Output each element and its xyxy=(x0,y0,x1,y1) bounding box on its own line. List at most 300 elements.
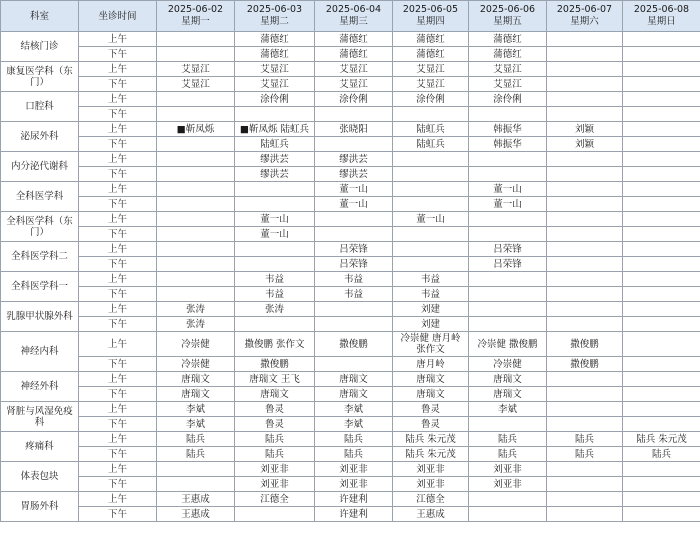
doctor-cell: 撒俊鹏 xyxy=(547,357,623,372)
schedule-row xyxy=(1,32,700,47)
schedule-row xyxy=(1,167,700,182)
doctor-cell: 艾显江 xyxy=(315,77,393,92)
doctor-cell: 鲁灵 xyxy=(235,417,315,432)
schedule-row xyxy=(1,462,700,477)
day-date: 2025-06-06 xyxy=(479,4,536,15)
doctor-cell: 陆兵 xyxy=(623,447,700,462)
doctor-cell: 鲁灵 xyxy=(393,417,469,432)
day-header-tue xyxy=(235,1,315,32)
doctor-cell xyxy=(315,137,393,152)
doctor-cell: 缪洪芸 xyxy=(315,167,393,182)
doctor-cell: 刘亚非 xyxy=(393,462,469,477)
doctor-cell xyxy=(547,387,623,402)
session-label: 下午 xyxy=(79,507,157,522)
doctor-cell xyxy=(623,77,700,92)
doctor-cell: 涂伶俐 xyxy=(469,92,547,107)
doctor-cell: 吕荣锋 xyxy=(315,257,393,272)
session-label: 下午 xyxy=(79,47,157,62)
doctor-cell xyxy=(235,257,315,272)
doctor-cell: 鲁灵 xyxy=(235,402,315,417)
doctor-cell xyxy=(623,32,700,47)
dept-column-header: 科室 xyxy=(1,1,79,32)
session-label: 下午 xyxy=(79,197,157,212)
doctor-cell xyxy=(393,107,469,122)
doctor-cell xyxy=(469,417,547,432)
day-date: 2025-06-02 xyxy=(167,4,224,15)
session-label: 下午 xyxy=(79,287,157,302)
session-label: 下午 xyxy=(79,357,157,372)
doctor-cell xyxy=(469,317,547,332)
department-name: 结核门诊 xyxy=(1,32,79,62)
doctor-cell xyxy=(469,302,547,317)
doctor-cell: 艾显江 xyxy=(393,62,469,77)
doctor-cell: 董一山 xyxy=(235,227,315,242)
doctor-cell xyxy=(547,272,623,287)
doctor-cell: 刘亚非 xyxy=(469,462,547,477)
doctor-cell: 陆兵 xyxy=(547,432,623,447)
schedule-row xyxy=(1,242,700,257)
session-label: 下午 xyxy=(79,227,157,242)
session-label: 上午 xyxy=(79,182,157,197)
doctor-cell: 韦益 xyxy=(235,272,315,287)
department-name: 神经外科 xyxy=(1,372,79,402)
doctor-cell: 陆兵 xyxy=(157,447,235,462)
doctor-cell: 陆兵 xyxy=(315,432,393,447)
doctor-cell: 唐瑞文 xyxy=(393,387,469,402)
schedule-body xyxy=(1,32,700,522)
department-name: 口腔科 xyxy=(1,92,79,122)
day-header-wed xyxy=(315,1,393,32)
doctor-cell: 刘亚非 xyxy=(235,477,315,492)
department-name: 乳腺甲状腺外科 xyxy=(1,302,79,332)
schedule-row xyxy=(1,77,700,92)
doctor-cell xyxy=(393,257,469,272)
doctor-cell xyxy=(547,152,623,167)
day-weekday: 星期五 xyxy=(493,16,522,27)
doctor-cell: 刘建 xyxy=(393,317,469,332)
doctor-cell xyxy=(157,477,235,492)
department-name: 疼痛科 xyxy=(1,432,79,462)
doctor-cell: 董一山 xyxy=(315,182,393,197)
doctor-cell: 艾显江 xyxy=(235,62,315,77)
doctor-cell: 陆兵 xyxy=(469,447,547,462)
doctor-cell xyxy=(623,332,700,357)
doctor-cell: 刘建 xyxy=(393,302,469,317)
doctor-cell xyxy=(547,227,623,242)
doctor-cell: 唐瑞文 xyxy=(469,372,547,387)
doctor-cell xyxy=(235,507,315,522)
doctor-cell: 董一山 xyxy=(469,182,547,197)
doctor-cell: 董一山 xyxy=(315,197,393,212)
doctor-cell xyxy=(547,242,623,257)
doctor-cell xyxy=(157,152,235,167)
doctor-cell xyxy=(623,372,700,387)
schedule-row xyxy=(1,92,700,107)
session-label: 下午 xyxy=(79,257,157,272)
doctor-cell xyxy=(157,272,235,287)
doctor-cell xyxy=(235,197,315,212)
doctor-cell: 陆兵 xyxy=(235,432,315,447)
session-column-header: 坐诊时间 xyxy=(79,1,157,32)
day-header-sun xyxy=(623,1,700,32)
doctor-cell: 许建利 xyxy=(315,492,393,507)
doctor-cell xyxy=(623,212,700,227)
day-date: 2025-06-07 xyxy=(556,4,613,15)
doctor-cell: 陆兵 xyxy=(315,447,393,462)
session-label: 上午 xyxy=(79,372,157,387)
session-label: 下午 xyxy=(79,167,157,182)
schedule-row xyxy=(1,357,700,372)
doctor-cell xyxy=(315,227,393,242)
doctor-cell: 艾显江 xyxy=(315,62,393,77)
doctor-cell xyxy=(393,182,469,197)
session-label: 下午 xyxy=(79,77,157,92)
doctor-cell xyxy=(623,122,700,137)
schedule-row xyxy=(1,447,700,462)
department-name: 神经内科 xyxy=(1,332,79,372)
doctor-cell: 江德全 xyxy=(393,492,469,507)
doctor-cell xyxy=(623,197,700,212)
doctor-cell: 张涛 xyxy=(235,302,315,317)
doctor-cell: ■靳凤烁 xyxy=(157,122,235,137)
doctor-cell xyxy=(393,197,469,212)
doctor-cell: 李斌 xyxy=(157,417,235,432)
doctor-cell: 蒲德红 xyxy=(315,32,393,47)
doctor-cell: 吕荣锋 xyxy=(469,242,547,257)
schedule-row xyxy=(1,257,700,272)
doctor-cell: 艾显江 xyxy=(235,77,315,92)
schedule-row xyxy=(1,372,700,387)
schedule-row xyxy=(1,302,700,317)
department-name: 全科医学科（东门） xyxy=(1,212,79,242)
doctor-cell: 冷崇健 唐月岭 张作文 xyxy=(393,332,469,357)
doctor-cell: 韦益 xyxy=(393,272,469,287)
doctor-cell xyxy=(469,272,547,287)
doctor-cell: 刘亚非 xyxy=(315,477,393,492)
department-name: 泌尿外科 xyxy=(1,122,79,152)
schedule-row xyxy=(1,272,700,287)
doctor-cell xyxy=(315,212,393,227)
schedule-row xyxy=(1,107,700,122)
day-date: 2025-06-03 xyxy=(246,4,303,15)
schedule-row xyxy=(1,47,700,62)
doctor-cell: 陆兵 xyxy=(157,432,235,447)
department-name: 全科医学科二 xyxy=(1,242,79,272)
session-label: 上午 xyxy=(79,302,157,317)
doctor-cell: 李斌 xyxy=(469,402,547,417)
doctor-cell xyxy=(547,47,623,62)
doctor-cell: 唐月岭 xyxy=(393,357,469,372)
day-header-mon xyxy=(157,1,235,32)
doctor-cell: 涂伶俐 xyxy=(315,92,393,107)
session-label: 下午 xyxy=(79,477,157,492)
schedule-row xyxy=(1,492,700,507)
session-label: 下午 xyxy=(79,137,157,152)
doctor-cell: 刘颖 xyxy=(547,122,623,137)
doctor-cell xyxy=(623,182,700,197)
session-label: 上午 xyxy=(79,332,157,357)
doctor-cell xyxy=(623,417,700,432)
doctor-cell: 刘亚非 xyxy=(235,462,315,477)
doctor-cell: 王惠成 xyxy=(157,507,235,522)
department-name: 全科医学科 xyxy=(1,182,79,212)
doctor-cell xyxy=(393,227,469,242)
session-label: 上午 xyxy=(79,122,157,137)
doctor-cell xyxy=(547,462,623,477)
doctor-cell xyxy=(547,197,623,212)
doctor-cell xyxy=(623,107,700,122)
doctor-cell: 艾显江 xyxy=(157,77,235,92)
doctor-cell xyxy=(623,462,700,477)
day-header-sat xyxy=(547,1,623,32)
doctor-cell xyxy=(547,257,623,272)
doctor-cell xyxy=(157,197,235,212)
header-row xyxy=(1,1,700,32)
schedule-row xyxy=(1,287,700,302)
doctor-cell: 撒俊鹏 xyxy=(547,332,623,357)
doctor-cell xyxy=(157,32,235,47)
doctor-cell xyxy=(623,357,700,372)
schedule-row xyxy=(1,387,700,402)
doctor-cell xyxy=(547,212,623,227)
session-label: 上午 xyxy=(79,272,157,287)
doctor-cell: 刘亚非 xyxy=(315,462,393,477)
doctor-cell: 陆兵 朱元茂 xyxy=(393,432,469,447)
doctor-cell xyxy=(623,387,700,402)
doctor-cell: 蒲德红 xyxy=(469,47,547,62)
day-date: 2025-06-08 xyxy=(633,4,690,15)
doctor-cell xyxy=(547,77,623,92)
doctor-cell xyxy=(315,357,393,372)
doctor-cell xyxy=(623,257,700,272)
doctor-cell xyxy=(469,507,547,522)
doctor-cell: 艾显江 xyxy=(393,77,469,92)
schedule-row xyxy=(1,432,700,447)
doctor-cell: 撒俊鹏 xyxy=(315,332,393,357)
doctor-cell: 唐瑞文 xyxy=(235,387,315,402)
doctor-cell xyxy=(547,507,623,522)
doctor-cell xyxy=(623,227,700,242)
doctor-cell: 陆兵 xyxy=(469,432,547,447)
doctor-cell: 李斌 xyxy=(315,417,393,432)
doctor-cell: 陆兵 xyxy=(235,447,315,462)
department-name: 体表包块 xyxy=(1,462,79,492)
doctor-cell: 张涛 xyxy=(157,302,235,317)
doctor-cell: 张晓阳 xyxy=(315,122,393,137)
department-name: 内分泌代谢科 xyxy=(1,152,79,182)
doctor-cell: 刘亚非 xyxy=(393,477,469,492)
doctor-cell: ■靳凤烁 陆虹兵 xyxy=(235,122,315,137)
doctor-cell xyxy=(623,242,700,257)
doctor-cell xyxy=(547,417,623,432)
doctor-cell xyxy=(157,47,235,62)
doctor-cell: 王惠成 xyxy=(157,492,235,507)
doctor-cell: 蒲德红 xyxy=(393,32,469,47)
department-name: 胃肠外科 xyxy=(1,492,79,522)
schedule-row xyxy=(1,62,700,77)
schedule-row xyxy=(1,197,700,212)
doctor-cell xyxy=(157,182,235,197)
doctor-cell xyxy=(315,107,393,122)
doctor-cell: 艾显江 xyxy=(469,62,547,77)
day-weekday: 星期三 xyxy=(339,16,368,27)
doctor-cell xyxy=(623,477,700,492)
doctor-cell: 蒲德红 xyxy=(315,47,393,62)
doctor-cell: 冷崇健 撒俊鹏 xyxy=(469,332,547,357)
doctor-cell: 蒲德红 xyxy=(393,47,469,62)
doctor-cell xyxy=(157,212,235,227)
doctor-cell xyxy=(235,317,315,332)
day-header-thu xyxy=(393,1,469,32)
doctor-cell: 艾显江 xyxy=(469,77,547,92)
department-name: 全科医学科一 xyxy=(1,272,79,302)
schedule-row xyxy=(1,507,700,522)
doctor-cell xyxy=(623,287,700,302)
doctor-cell: 董一山 xyxy=(469,197,547,212)
doctor-cell: 陆兵 朱元茂 xyxy=(393,447,469,462)
doctor-cell: 冷崇健 xyxy=(157,357,235,372)
doctor-cell xyxy=(623,152,700,167)
session-label: 下午 xyxy=(79,447,157,462)
session-label: 上午 xyxy=(79,432,157,447)
doctor-cell: 唐瑞文 xyxy=(393,372,469,387)
doctor-cell xyxy=(623,302,700,317)
doctor-cell: 唐瑞文 xyxy=(315,387,393,402)
doctor-cell xyxy=(547,182,623,197)
doctor-cell xyxy=(157,257,235,272)
doctor-cell xyxy=(469,107,547,122)
doctor-cell: 刘颖 xyxy=(547,137,623,152)
doctor-cell: 蒲德红 xyxy=(469,32,547,47)
day-weekday: 星期四 xyxy=(416,16,445,27)
schedule-row xyxy=(1,227,700,242)
doctor-cell xyxy=(547,92,623,107)
doctor-cell xyxy=(157,462,235,477)
doctor-cell xyxy=(623,317,700,332)
schedule-row xyxy=(1,477,700,492)
day-weekday: 星期六 xyxy=(570,16,599,27)
doctor-cell: 韩振华 xyxy=(469,137,547,152)
doctor-cell xyxy=(393,242,469,257)
doctor-cell: 蒲德红 xyxy=(235,32,315,47)
doctor-cell xyxy=(547,402,623,417)
session-label: 上午 xyxy=(79,242,157,257)
doctor-cell: 王惠成 xyxy=(393,507,469,522)
day-weekday: 星期二 xyxy=(260,16,289,27)
doctor-cell xyxy=(623,507,700,522)
schedule-row xyxy=(1,417,700,432)
doctor-cell xyxy=(235,107,315,122)
day-date: 2025-06-05 xyxy=(402,4,459,15)
doctor-cell: 陆虹兵 xyxy=(393,122,469,137)
doctor-cell: 陆虹兵 xyxy=(235,137,315,152)
schedule-row xyxy=(1,122,700,137)
department-name: 康复医学科（东门） xyxy=(1,62,79,92)
doctor-cell xyxy=(469,287,547,302)
doctor-cell xyxy=(547,32,623,47)
doctor-cell: 韦益 xyxy=(315,287,393,302)
doctor-cell: 鲁灵 xyxy=(393,402,469,417)
day-weekday: 星期一 xyxy=(181,16,210,27)
doctor-cell xyxy=(623,62,700,77)
doctor-cell: 蒲德红 xyxy=(235,47,315,62)
doctor-cell xyxy=(547,287,623,302)
doctor-cell: 董一山 xyxy=(235,212,315,227)
doctor-cell xyxy=(157,227,235,242)
department-name: 肾脏与风湿免疫科 xyxy=(1,402,79,432)
schedule-row xyxy=(1,332,700,357)
doctor-cell: 缪洪芸 xyxy=(235,152,315,167)
doctor-cell: 冷崇健 xyxy=(157,332,235,357)
doctor-cell xyxy=(157,287,235,302)
doctor-cell: 撒俊鹏 张作文 xyxy=(235,332,315,357)
doctor-cell xyxy=(235,242,315,257)
schedule-row xyxy=(1,137,700,152)
doctor-cell: 撒俊鹏 xyxy=(235,357,315,372)
doctor-cell: 陆兵 xyxy=(547,447,623,462)
doctor-cell xyxy=(393,152,469,167)
session-label: 上午 xyxy=(79,152,157,167)
session-label: 上午 xyxy=(79,492,157,507)
doctor-cell: 涂伶俐 xyxy=(393,92,469,107)
doctor-cell: 陆兵 朱元茂 xyxy=(623,432,700,447)
doctor-cell: 韩振华 xyxy=(469,122,547,137)
doctor-cell: 艾显江 xyxy=(157,62,235,77)
session-label: 下午 xyxy=(79,417,157,432)
doctor-cell xyxy=(469,492,547,507)
doctor-cell: 吕荣锋 xyxy=(315,242,393,257)
session-label: 上午 xyxy=(79,32,157,47)
doctor-cell: 张涛 xyxy=(157,317,235,332)
session-label: 上午 xyxy=(79,212,157,227)
doctor-cell xyxy=(623,137,700,152)
session-label: 下午 xyxy=(79,317,157,332)
session-label: 上午 xyxy=(79,62,157,77)
doctor-cell: 董一山 xyxy=(393,212,469,227)
doctor-cell: 唐瑞文 xyxy=(315,372,393,387)
doctor-cell: 缪洪芸 xyxy=(315,152,393,167)
doctor-cell: 许建利 xyxy=(315,507,393,522)
doctor-cell: 李斌 xyxy=(315,402,393,417)
day-weekday: 星期日 xyxy=(647,16,676,27)
doctor-cell xyxy=(547,107,623,122)
doctor-cell: 唐瑞文 王飞 xyxy=(235,372,315,387)
doctor-cell xyxy=(469,167,547,182)
doctor-cell: 唐瑞文 xyxy=(157,387,235,402)
doctor-cell: 韦益 xyxy=(235,287,315,302)
schedule-row xyxy=(1,317,700,332)
doctor-cell xyxy=(623,402,700,417)
session-label: 上午 xyxy=(79,402,157,417)
session-label: 下午 xyxy=(79,107,157,122)
doctor-cell: 陆虹兵 xyxy=(393,137,469,152)
doctor-cell: 涂伶俐 xyxy=(235,92,315,107)
doctor-cell xyxy=(623,92,700,107)
doctor-cell xyxy=(547,317,623,332)
day-header-fri xyxy=(469,1,547,32)
doctor-cell xyxy=(623,167,700,182)
doctor-cell xyxy=(623,492,700,507)
doctor-cell: 韦益 xyxy=(393,287,469,302)
doctor-cell xyxy=(469,152,547,167)
doctor-cell xyxy=(157,107,235,122)
doctor-cell xyxy=(547,372,623,387)
doctor-cell: 刘亚非 xyxy=(469,477,547,492)
doctor-cell xyxy=(623,47,700,62)
schedule-row xyxy=(1,212,700,227)
doctor-cell xyxy=(157,92,235,107)
doctor-cell xyxy=(315,317,393,332)
